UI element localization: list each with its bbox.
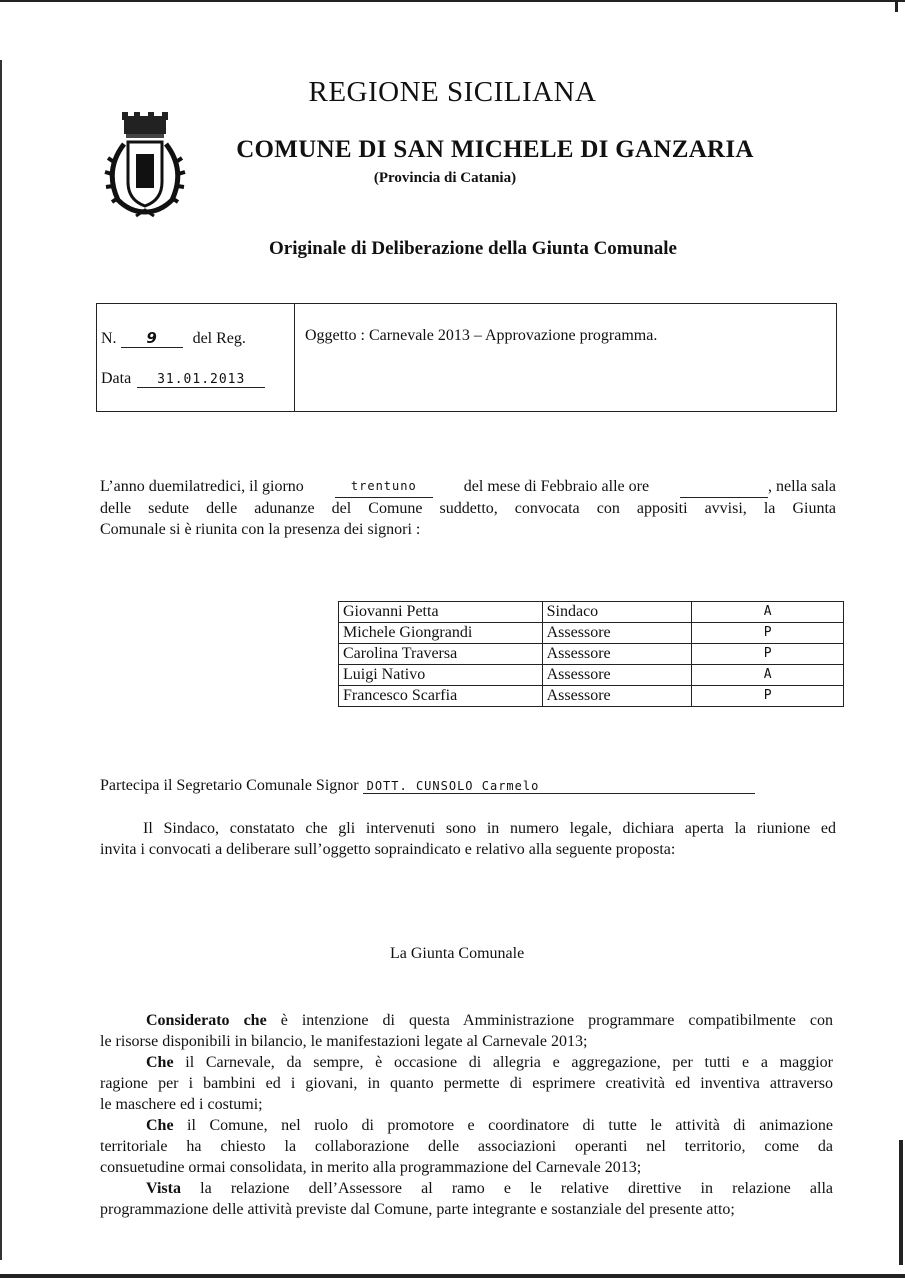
scan-edge-right: [899, 1140, 903, 1265]
attendance-status: A: [692, 665, 844, 686]
date-label: Data: [101, 370, 132, 387]
municipal-crest-icon: [100, 112, 190, 224]
consideration-line: le risorse disponibili in bilancio, le manifestazioni legate al Carnevale 2013;: [100, 1033, 588, 1050]
intro-text-b: del mese di Febbraio alle ore: [463, 478, 650, 495]
comune-heading: COMUNE DI SAN MICHELE DI GANZARIA: [236, 136, 754, 163]
consideration-lead: Vista: [146, 1180, 181, 1197]
opening-line1: Il Sindaco, constatato che gli intervenuti sono in numero legale, dichiara aperta la riunione ed: [143, 820, 836, 837]
attendance-table: [338, 601, 844, 707]
consideration-first-line: [100, 1115, 833, 1136]
consideration-lead: Considerato che: [146, 1012, 267, 1029]
scan-edge-bottom: [0, 1274, 905, 1278]
attendee-role: Assessore: [542, 623, 692, 644]
province-subheading: (Provincia di Catania): [373, 170, 517, 186]
day-value: trentuno: [335, 476, 433, 498]
consideration-first-line: [100, 1178, 833, 1199]
date-value: 31.01.2013: [137, 372, 265, 388]
giunta-heading: La Giunta Comunale: [390, 945, 525, 962]
attendee-name: Michele Giongrandi: [339, 623, 543, 644]
attendance-status: A: [692, 602, 844, 623]
register-number-row: [101, 329, 246, 348]
attendee-role: Assessore: [542, 644, 692, 665]
intro-text-a: L’anno duemilatredici, il giorno: [100, 478, 304, 495]
consideration-text: il Comune, nel ruolo di promotore e coordinatore di tutte le attività di animazione: [173, 1117, 833, 1134]
secretary-row: [100, 777, 755, 795]
consideration-line: ragione per i bambini ed i giovani, in quanto permette di esprimere creatività ed inventiva attraverso: [100, 1075, 833, 1092]
consideration-first-line: [100, 1052, 833, 1073]
subject-text: Oggetto : Carnevale 2013 – Approvazione programma.: [305, 327, 658, 344]
secretary-value: DOTT. CUNSOLO Carmelo: [363, 779, 755, 794]
intro-text-c: , nella sala: [768, 478, 836, 495]
attendee-role: Assessore: [542, 665, 692, 686]
attendance-status: P: [692, 623, 844, 644]
attendance-status: P: [692, 644, 844, 665]
attendee-role: Assessore: [542, 686, 692, 707]
consideration-first-line: [100, 1010, 833, 1031]
scan-edge-mark: [895, 0, 898, 12]
attendance-row: [339, 686, 844, 707]
consideration-text: la relazione dell’Assessore al ramo e le relative direttive in relazione alla: [180, 1180, 833, 1197]
attendee-name: Francesco Scarfia: [339, 686, 543, 707]
number-value: 9: [121, 329, 183, 348]
intro-paragraph: [100, 476, 836, 540]
number-label: N.: [101, 330, 117, 347]
register-date-row: [101, 370, 265, 388]
intro-text-line2: delle sedute delle adunanze del Comune suddetto, convocata con appositi avvisi, la Giunta: [100, 500, 836, 517]
opening-line2: invita i convocati a deliberare sull’oggetto sopraindicato e relativo alla seguente proposta:: [100, 841, 676, 858]
register-box-divider: [294, 303, 295, 411]
consideration-text: è intenzione di questa Amministrazione programmare compatibilmente con: [266, 1012, 833, 1029]
consideration-line: territoriale ha chiesto la collaborazione delle associazioni operanti nel territorio, come da: [100, 1138, 833, 1155]
intro-text-line3: Comunale si è riunita con la presenza dei signori :: [100, 521, 421, 538]
consideration-lead: Che: [146, 1117, 174, 1134]
consideration-lead: Che: [146, 1054, 174, 1071]
consideration-line: programmazione delle attività previste dal Comune, parte integrante e sostanziale del presente atto;: [100, 1201, 735, 1218]
attendance-row: [339, 623, 844, 644]
attendance-row: [339, 602, 844, 623]
consideration-text: il Carnevale, da sempre, è occasione di allegria e aggregazione, per tutti e a maggior: [173, 1054, 833, 1071]
attendee-name: Luigi Nativo: [339, 665, 543, 686]
consideration-line: consuetudine ormai consolidata, in merito alla programmazione del Carnevale 2013;: [100, 1159, 642, 1176]
considerations-block: [100, 1010, 833, 1220]
attendee-name: Carolina Traversa: [339, 644, 543, 665]
secretary-label: Partecipa il Segretario Comunale Signor: [100, 777, 359, 794]
attendee-name: Giovanni Petta: [339, 602, 543, 623]
scan-edge-top: [0, 0, 905, 2]
reg-label: del Reg.: [192, 330, 246, 347]
consideration-line: le maschere ed i costumi;: [100, 1096, 263, 1113]
document-title: Originale di Deliberazione della Giunta Comunale: [269, 238, 677, 259]
register-box: [96, 303, 837, 412]
attendance-row: [339, 665, 844, 686]
attendance-row: [339, 644, 844, 665]
region-heading: REGIONE SICILIANA: [308, 76, 597, 108]
opening-paragraph: [100, 818, 836, 860]
attendee-role: Sindaco: [542, 602, 692, 623]
hour-blank: [680, 476, 768, 498]
attendance-status: P: [692, 686, 844, 707]
